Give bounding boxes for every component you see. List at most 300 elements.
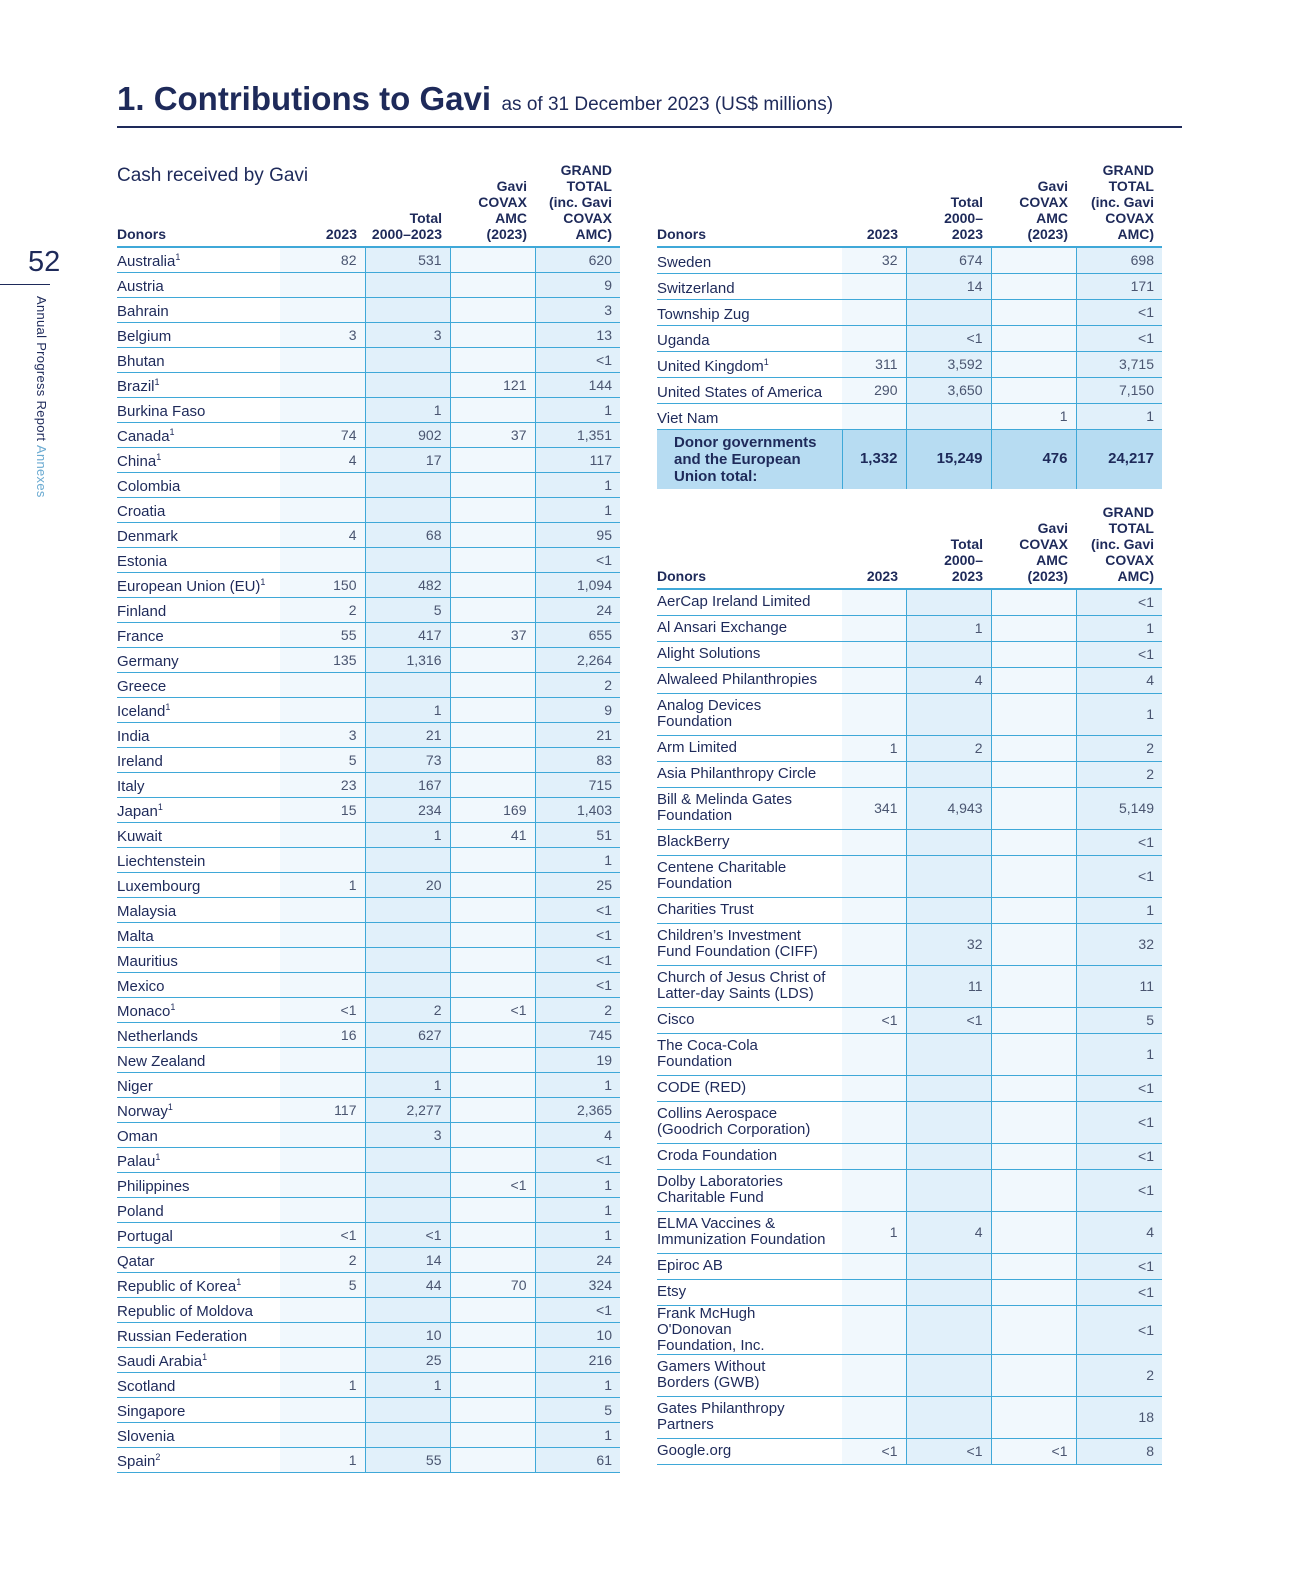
value-grand-total: 24 [535,1247,620,1272]
value-total-2000-2023: 20 [365,872,450,897]
footnote-marker: 1 [165,702,171,712]
value-2023 [842,1253,906,1279]
value-2023 [842,1396,906,1438]
value-grand-total: 1 [535,1372,620,1397]
donor-name-text: Finland [117,603,167,620]
table-row [117,1147,620,1172]
value-total-2000-2023 [365,947,450,972]
value-total-2000-2023: 627 [365,1022,450,1047]
donor-name [117,922,280,947]
total-label-line-2: and the European [674,450,801,468]
donor-name [657,641,842,667]
col-header-grand-line-2: TOTAL [566,178,612,194]
table-row [117,372,620,397]
table-row [657,1101,1162,1143]
donor-name [117,1072,280,1097]
footnote-marker: 1 [169,427,175,437]
col-header-total [365,157,450,247]
table-row [657,897,1162,923]
value-2023 [280,1147,365,1172]
value-covax-amc [450,397,535,422]
donor-name-line: Fund Foundation (CIFF) [657,943,818,960]
value-2023: 3 [280,722,365,747]
value-total-2000-2023: <1 [906,1438,991,1464]
value-total-2000-2023: 25 [365,1347,450,1372]
col-header-covax-line-2: COVAX [478,194,527,210]
donor-name-line: Analog Devices [657,697,762,714]
donor-name [117,597,280,622]
table-row [657,1438,1162,1464]
value-covax-amc: <1 [450,997,535,1022]
value-total-2000-2023: 14 [365,1247,450,1272]
value-total-2000-2023 [906,1279,991,1305]
value-covax-amc [450,1372,535,1397]
value-grand-total: 1 [535,1172,620,1197]
value-total-2000-2023 [906,855,991,897]
donor-name [117,1197,280,1222]
table-row [657,829,1162,855]
donor-name-line: (Goodrich Corporation) [657,1121,811,1138]
value-grand-total: 5,149 [1076,787,1162,829]
table-row [657,1033,1162,1075]
value-total-2000-2023: 902 [365,422,450,447]
donor-name [117,272,280,297]
col-header-covax-line-3: AMC [1036,552,1068,568]
donor-name-text: Saudi Arabia [117,1353,203,1370]
value-covax-amc [450,672,535,697]
value-grand-total: 1 [535,1072,620,1097]
value-grand-total: 2 [1076,1354,1162,1396]
donor-name-text: Viet Nam [657,409,719,427]
value-covax-amc [991,325,1076,351]
value-covax-amc [991,735,1076,761]
value-2023 [280,1172,365,1197]
col-header-grand-line-2: TOTAL [1108,520,1154,536]
col-header-covax-line-3: AMC [1036,210,1068,226]
value-grand-total: 2 [1076,761,1162,787]
value-2023 [842,641,906,667]
donor-name-line: BlackBerry [657,833,730,850]
table-row [657,693,1162,735]
value-2023: 4 [280,522,365,547]
value-2023: 1 [842,735,906,761]
value-covax-amc: 1 [991,403,1076,429]
value-2023 [842,1101,906,1143]
donor-name-line: Church of Jesus Christ of [657,969,826,986]
value-total-2000-2023: 167 [365,772,450,797]
col-header-total-line-1: Total [950,536,983,552]
col-header-2023: 2023 [280,157,365,247]
value-covax-amc [450,297,535,322]
value-grand-total: 2 [1076,735,1162,761]
table-row [117,1197,620,1222]
value-covax-amc [450,947,535,972]
donor-name-text: Italy [117,778,145,795]
table-row [117,1322,620,1347]
value-grand-total: <1 [1076,1305,1162,1354]
donor-name-text: Scotland [117,1378,176,1395]
value-2023 [280,922,365,947]
donor-name-text: New Zealand [117,1053,206,1070]
table-row [117,1297,620,1322]
donor-name-text: United Kingdom [657,357,764,375]
value-grand-total: 1 [1076,693,1162,735]
table-row [117,497,620,522]
col-header-grand-line-3: (inc. Gavi [1090,194,1154,210]
table-row [117,872,620,897]
donor-name-line: Gamers Without [657,1358,766,1375]
value-2023: 32 [842,247,906,273]
donor-name [117,572,280,597]
value-covax-amc [991,829,1076,855]
value-grand-total: 698 [1076,247,1162,273]
value-grand-total: <1 [1076,829,1162,855]
value-total-2000-2023 [365,897,450,922]
value-2023: 3 [280,322,365,347]
donor-name-text: Colombia [117,478,181,495]
donor-name [117,372,280,397]
donor-name-text: Japan [117,803,158,820]
donor-name-line: Charities Trust [657,901,754,918]
value-covax-amc [991,1211,1076,1253]
col-header-grand-line-3: (inc. Gavi [1090,536,1154,552]
donor-name-text: Russian Federation [117,1328,248,1345]
value-total-2000-2023 [906,1354,991,1396]
donor-name [117,1247,280,1272]
value-grand-total: 21 [535,722,620,747]
donor-name-text: Denmark [117,528,178,545]
donor-name [117,647,280,672]
footnote-marker: 1 [202,1352,208,1362]
value-covax-amc [450,347,535,372]
value-2023 [280,1397,365,1422]
col-header-grand-line-2: TOTAL [1108,178,1154,194]
donor-name [117,1022,280,1047]
donor-name [657,965,842,1007]
value-2023: <1 [280,1222,365,1247]
value-covax-amc [991,855,1076,897]
value-covax-amc [450,597,535,622]
value-total-2000-2023: 2 [906,735,991,761]
value-2023 [280,547,365,572]
value-grand-total: 61 [535,1447,620,1472]
value-total-2000-2023: 68 [365,522,450,547]
donor-name [117,322,280,347]
donor-name [657,1354,842,1396]
donor-name [117,772,280,797]
value-total-2000-2023 [906,1253,991,1279]
value-grand-total: 4 [535,1122,620,1147]
value-grand-total: <1 [535,347,620,372]
value-covax-amc [450,247,535,272]
donor-name [117,397,280,422]
donor-name-text: Germany [117,653,179,670]
value-covax-amc [991,377,1076,403]
value-covax-amc [991,1305,1076,1354]
footnote-marker: 1 [157,802,163,812]
total-grand: 24,217 [1076,429,1162,489]
value-2023: 1 [280,1372,365,1397]
col-header-covax-line-2: COVAX [1019,194,1068,210]
table-row [657,589,1162,615]
value-total-2000-2023: 234 [365,797,450,822]
table-row [657,667,1162,693]
donor-name-text: Belgium [117,328,172,345]
donor-name [657,247,842,273]
value-grand-total: <1 [1076,589,1162,615]
col-header-covax [991,157,1076,247]
table-row [657,247,1162,273]
value-grand-total: 8 [1076,1438,1162,1464]
donor-name [117,297,280,322]
donor-name [657,299,842,325]
value-covax-amc [450,847,535,872]
value-total-2000-2023 [365,1397,450,1422]
table-row [117,1097,620,1122]
value-2023: <1 [842,1438,906,1464]
value-total-2000-2023: 531 [365,247,450,272]
value-covax-amc [450,747,535,772]
donor-name [117,672,280,697]
value-covax-amc [450,1322,535,1347]
donor-name [657,1438,842,1464]
value-grand-total: 11 [1076,965,1162,1007]
value-covax-amc [450,472,535,497]
value-2023 [280,1422,365,1447]
title-subtitle: as of 31 December 2023 (US$ millions) [501,94,834,115]
donor-name-text: Liechtenstein [117,853,206,870]
value-total-2000-2023 [365,1197,450,1222]
value-total-2000-2023 [906,897,991,923]
table-row [657,641,1162,667]
donor-name-text: Malta [117,928,154,945]
value-grand-total: 1 [535,1222,620,1247]
value-grand-total: 1,403 [535,797,620,822]
value-grand-total: 10 [535,1322,620,1347]
page-number-rule [0,284,50,285]
value-covax-amc: 37 [450,622,535,647]
value-covax-amc [450,1447,535,1472]
table-row [657,1143,1162,1169]
table-row [117,572,620,597]
value-covax-amc [991,1143,1076,1169]
table-row [657,351,1162,377]
value-total-2000-2023: 1 [365,697,450,722]
donor-name [657,1279,842,1305]
donor-name [657,735,842,761]
donor-name-line: Foundation [657,875,733,892]
value-covax-amc [450,1247,535,1272]
value-2023: 5 [280,747,365,772]
table-row [117,722,620,747]
value-covax-amc [450,447,535,472]
donor-name-line: Collins Aerospace [657,1105,778,1122]
donor-name [117,847,280,872]
value-total-2000-2023 [906,589,991,615]
donor-name-line: Bill & Melinda Gates [657,791,793,808]
value-total-2000-2023: 32 [906,923,991,965]
value-grand-total: 5 [1076,1007,1162,1033]
donor-name-text: India [117,728,150,745]
table-row [657,735,1162,761]
donor-name-text: Kuwait [117,828,163,845]
value-covax-amc [450,1147,535,1172]
value-2023: 15 [280,797,365,822]
table-row [117,297,620,322]
donor-name-text: Norway [117,1103,168,1120]
total-2023: 1,332 [842,429,906,489]
value-total-2000-2023: 417 [365,622,450,647]
value-grand-total: 117 [535,447,620,472]
table-row [657,787,1162,829]
donor-name [117,1222,280,1247]
value-covax-amc: <1 [991,1438,1076,1464]
value-2023 [842,761,906,787]
donor-name-text: Mexico [117,978,165,995]
donor-name-line: Foundation [657,807,733,824]
donor-name-line: Foundation, Inc. [657,1336,765,1354]
table-row [657,1075,1162,1101]
value-covax-amc: 169 [450,797,535,822]
col-header-grand-line-5: AMC) [575,226,612,242]
value-covax-amc [450,1347,535,1372]
table-row [117,797,620,822]
donor-name-line: Children’s Investment [657,927,801,944]
value-total-2000-2023 [365,1172,450,1197]
value-2023: 150 [280,572,365,597]
value-2023 [842,403,906,429]
value-covax-amc [991,273,1076,299]
value-total-2000-2023 [906,693,991,735]
donor-name-text: Netherlands [117,1028,198,1045]
donor-name-text: Spain [117,1453,156,1470]
value-covax-amc [450,572,535,597]
value-grand-total: 745 [535,1022,620,1047]
table-row [657,855,1162,897]
value-covax-amc [450,772,535,797]
donor-name [657,1143,842,1169]
donor-name [117,1147,280,1172]
table-row [117,272,620,297]
value-total-2000-2023: 2 [365,997,450,1022]
donor-name-line: Borders (GWB) [657,1374,760,1391]
government-donors-table-right [657,157,1162,489]
value-total-2000-2023 [906,1075,991,1101]
donor-name [657,667,842,693]
value-grand-total: 9 [535,697,620,722]
table-row [657,923,1162,965]
value-2023 [842,965,906,1007]
table-row [117,347,620,372]
table-row [657,761,1162,787]
donor-name [657,1033,842,1075]
table-row [117,1397,620,1422]
value-2023: 290 [842,377,906,403]
table-row [117,697,620,722]
value-grand-total: <1 [1076,1143,1162,1169]
col-header-2023: 2023 [842,157,906,247]
value-2023 [280,947,365,972]
donor-name-line: Centene Charitable [657,859,787,876]
table-row [117,1047,620,1072]
value-grand-total: 3,715 [1076,351,1162,377]
col-header-total-line-3: 2023 [951,568,983,584]
donor-name-text: Bhutan [117,353,165,370]
donor-name [117,547,280,572]
donor-name-line: Latter-day Saints (LDS) [657,985,814,1002]
table-row [117,397,620,422]
value-covax-amc [991,1033,1076,1075]
donor-name-text: Canada [117,428,170,445]
value-2023 [842,1354,906,1396]
value-2023 [842,325,906,351]
donor-name [657,897,842,923]
side-label-report: Annual Progress Report [34,296,49,442]
col-header-covax [450,157,535,247]
donor-name-text: Greece [117,678,167,695]
donor-name-text: Niger [117,1078,153,1095]
value-covax-amc [450,647,535,672]
value-covax-amc [991,351,1076,377]
value-total-2000-2023: 55 [365,1447,450,1472]
col-header-total-line-2: 2000–2023 [371,226,442,242]
value-total-2000-2023 [365,372,450,397]
page-number: 52 [28,246,61,278]
donor-name-line: Immunization Foundation [657,1231,826,1248]
table-row [117,522,620,547]
donor-name-line: Alight Solutions [657,645,761,662]
table-row [117,1022,620,1047]
col-header-total-line-2: 2000– [944,210,983,226]
donor-name-line: Foundation [657,1053,733,1070]
value-covax-amc [991,247,1076,273]
value-2023 [280,672,365,697]
value-covax-amc [450,1422,535,1447]
footnote-marker: 1 [167,1102,173,1112]
donor-name-text: Croatia [117,503,166,520]
value-2023 [280,297,365,322]
value-covax-amc [991,1007,1076,1033]
footnote-marker: 2 [155,1452,161,1462]
donor-name [117,697,280,722]
donor-name-line: Dolby Laboratories [657,1173,783,1190]
donor-name-text: Uganda [657,331,710,349]
footnote-marker: 1 [156,452,162,462]
donor-name [117,447,280,472]
donor-name-line: Charitable Fund [657,1189,764,1206]
table-row [657,1169,1162,1211]
value-2023: 4 [280,447,365,472]
value-total-2000-2023: 4 [906,1211,991,1253]
value-2023 [842,589,906,615]
value-2023 [280,1047,365,1072]
private-donors-table [657,499,1162,1465]
table-row [657,615,1162,641]
value-covax-amc [450,972,535,997]
value-2023 [842,1279,906,1305]
donor-name [117,1297,280,1322]
donor-name-line: The Coca-Cola [657,1037,758,1054]
value-total-2000-2023 [365,272,450,297]
value-grand-total: 715 [535,772,620,797]
value-covax-amc: 41 [450,822,535,847]
value-grand-total: 18 [1076,1396,1162,1438]
donor-name [117,1097,280,1122]
col-header-covax-line-4: (2023) [1027,568,1068,584]
donor-name-text: France [117,628,164,645]
value-grand-total: 1 [535,397,620,422]
table-row [657,1396,1162,1438]
